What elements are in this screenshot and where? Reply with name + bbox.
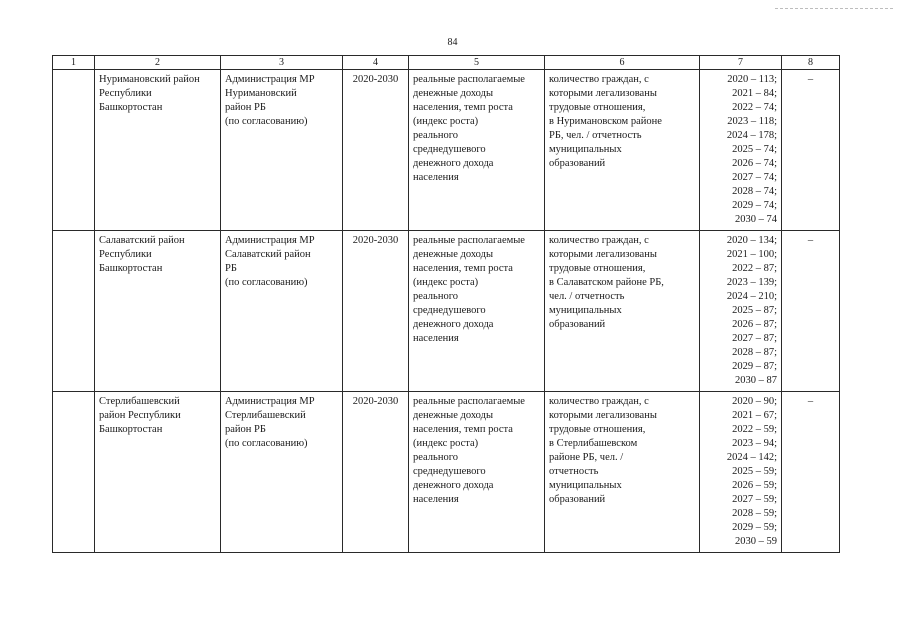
indicator-cell: реальные располагаемые денежные доходы населения, темп роста (индекс роста) реального среднедушевого денежного дохода населения: [409, 392, 545, 553]
measure-cell: количество граждан, с которыми легализованы трудовые отношения, в Стерлибашевском районе РБ, чел. / отчетность муниципальных образований: [545, 392, 700, 553]
note-cell: –: [782, 231, 840, 392]
header-cell: 7: [700, 56, 782, 70]
table-row: [53, 70, 840, 231]
table-header-row: [53, 56, 840, 70]
header-cell: 8: [782, 56, 840, 70]
district-cell: Салаватский район Республики Башкортостан: [95, 231, 221, 392]
district-cell: Нуримановский район Республики Башкортостан: [95, 70, 221, 231]
table-row: [53, 231, 840, 392]
header-cell: 3: [221, 56, 343, 70]
measure-cell: количество граждан, с которыми легализованы трудовые отношения, в Нуримановском районе РБ, чел. / отчетность муниципальных образований: [545, 70, 700, 231]
header-cell: 6: [545, 56, 700, 70]
program-table: [52, 55, 840, 553]
values-cell: 2020 – 134; 2021 – 100; 2022 – 87; 2023 – 139; 2024 – 210; 2025 – 87; 2026 – 87; 2027 – 87; 2028 – 87; 2029 – 87; 2030 – 87: [700, 231, 782, 392]
row-number-cell: [53, 231, 95, 392]
indicator-cell: реальные располагаемые денежные доходы населения, темп роста (индекс роста) реального среднедушевого денежного дохода населения: [409, 70, 545, 231]
responsible-cell: Администрация МР Стерлибашевский район РБ (по согласованию): [221, 392, 343, 553]
scan-artifact-line: [775, 8, 893, 10]
header-cell: 1: [53, 56, 95, 70]
indicator-cell: реальные располагаемые денежные доходы населения, темп роста (индекс роста) реального среднедушевого денежного дохода населения: [409, 231, 545, 392]
page-number: 84: [447, 37, 458, 48]
district-cell: Стерлибашевский район Республики Башкортостан: [95, 392, 221, 553]
header-cell: 2: [95, 56, 221, 70]
period-cell: 2020-2030: [343, 231, 409, 392]
responsible-cell: Администрация МР Нуримановский район РБ (по согласованию): [221, 70, 343, 231]
note-cell: –: [782, 70, 840, 231]
header-cell: 5: [409, 56, 545, 70]
values-cell: 2020 – 113; 2021 – 84; 2022 – 74; 2023 – 118; 2024 – 178; 2025 – 74; 2026 – 74; 2027 – 74; 2028 – 74; 2029 – 74; 2030 – 74: [700, 70, 782, 231]
row-number-cell: [53, 392, 95, 553]
header-cell: 4: [343, 56, 409, 70]
note-cell: –: [782, 392, 840, 553]
responsible-cell: Администрация МР Салаватский район РБ (по согласованию): [221, 231, 343, 392]
measure-cell: количество граждан, с которыми легализованы трудовые отношения, в Салаватском районе РБ, чел. / отчетность муниципальных образований: [545, 231, 700, 392]
row-number-cell: [53, 70, 95, 231]
period-cell: 2020-2030: [343, 392, 409, 553]
table-row: [53, 392, 840, 553]
period-cell: 2020-2030: [343, 70, 409, 231]
values-cell: 2020 – 90; 2021 – 67; 2022 – 59; 2023 – 94; 2024 – 142; 2025 – 59; 2026 – 59; 2027 – 59; 2028 – 59; 2029 – 59; 2030 – 59: [700, 392, 782, 553]
